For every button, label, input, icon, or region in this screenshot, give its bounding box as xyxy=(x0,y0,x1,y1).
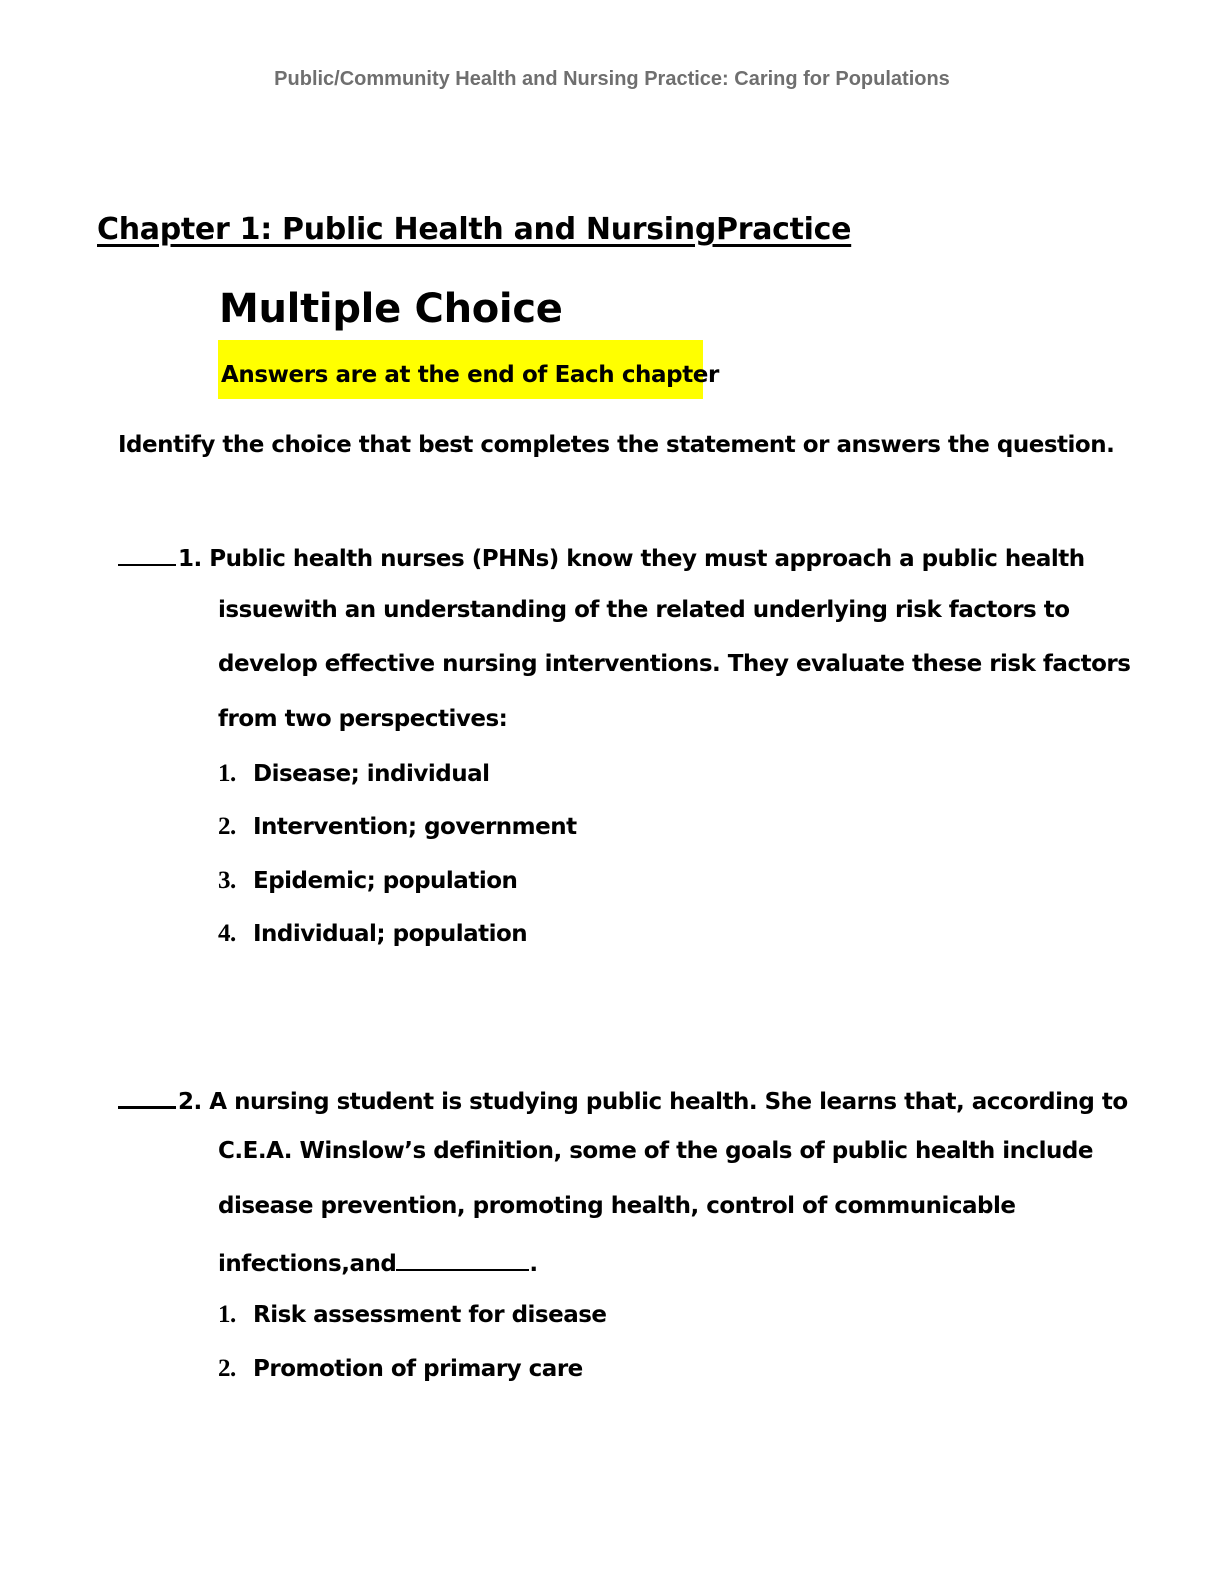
question-2-stem-line-1 xyxy=(118,1084,1128,1115)
option-text: Epidemic; population xyxy=(253,868,518,894)
question-2-option-2 xyxy=(218,1355,583,1383)
running-header: Public/Community Health and Nursing Practice: Caring for Populations xyxy=(274,68,950,90)
answers-note-highlight: Answers are at the end of Each chapter xyxy=(218,340,703,399)
option-text: Disease; individual xyxy=(253,761,490,787)
section-title: Multiple Choice xyxy=(219,286,563,332)
question-1-text-line-1: Public health nurses (PHNs) know they must approach a public health xyxy=(209,546,1085,572)
question-1-option-1 xyxy=(218,760,490,788)
question-1-stem-line-2: issuewith an understanding of the related underlying risk factors to xyxy=(218,597,1070,623)
instructions: Identify the choice that best completes the statement or answers the question. xyxy=(118,432,1115,458)
question-2-line-end: . xyxy=(529,1251,538,1277)
option-text: Intervention; government xyxy=(253,814,577,840)
question-2-stem-line-3: disease prevention, promoting health, control of communicable xyxy=(218,1193,1016,1219)
option-number: 1. xyxy=(218,760,236,787)
option-number: 3. xyxy=(218,867,236,894)
question-2-option-1 xyxy=(218,1301,607,1329)
chapter-title: Chapter 1: Public Health and NursingPractice xyxy=(97,212,852,247)
option-number: 2. xyxy=(218,813,236,840)
answer-blank-1[interactable] xyxy=(118,542,176,566)
question-1-option-3 xyxy=(218,867,517,895)
option-number: 4. xyxy=(218,920,236,947)
answer-blank-2[interactable] xyxy=(118,1084,176,1109)
question-2-number: 2. xyxy=(178,1089,202,1115)
option-text: Promotion of primary care xyxy=(253,1356,583,1382)
question-1-number: 1. xyxy=(178,546,202,572)
option-text: Individual; population xyxy=(253,921,528,947)
question-2-text-line-4: infections,and xyxy=(218,1251,397,1277)
question-1-stem-line-4: from two perspectives: xyxy=(218,706,508,732)
question-1-option-4 xyxy=(218,920,527,948)
option-number: 1. xyxy=(218,1301,236,1328)
option-text: Risk assessment for disease xyxy=(253,1302,607,1328)
question-1-stem-line-1 xyxy=(118,542,1085,572)
question-2-text-line-1: A nursing student is studying public health. She learns that, according to xyxy=(209,1089,1128,1115)
question-1-option-2 xyxy=(218,813,577,841)
fill-in-blank xyxy=(396,1247,529,1271)
question-1-stem-line-3: develop effective nursing interventions. They evaluate these risk factors xyxy=(218,651,1131,677)
option-number: 2. xyxy=(218,1355,236,1382)
question-2-stem-line-4 xyxy=(218,1247,538,1277)
question-2-stem-line-2: C.E.A. Winslow’s definition, some of the goals of public health include xyxy=(218,1138,1093,1164)
